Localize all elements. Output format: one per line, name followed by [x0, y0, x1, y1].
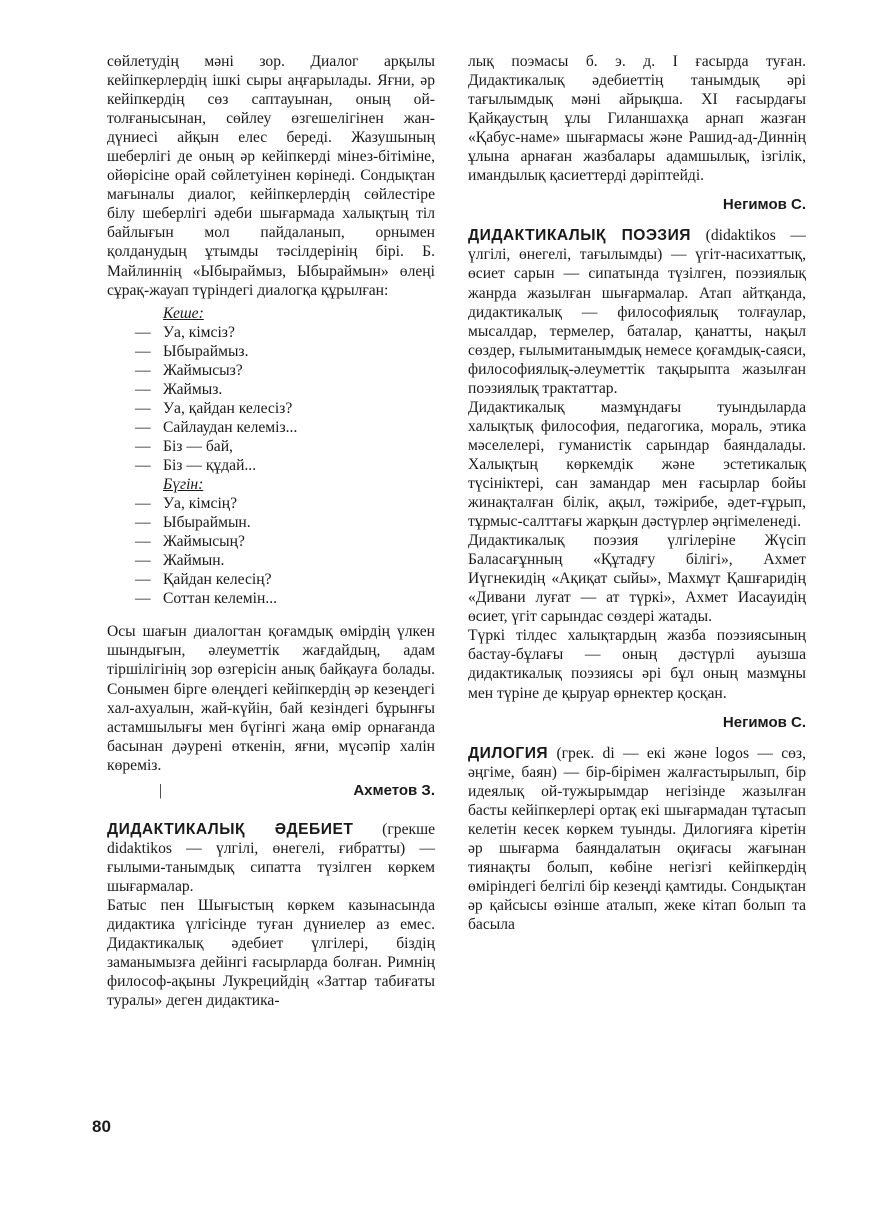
poem-line	[135, 589, 435, 608]
entry-definition: (didaktikos — үлгілі, өнегелі, тағылымды) — үгіт-насихаттық, өсиет сарын — сипатында түзілген, поэзиялық жанрда жазылған шығармалар. Атап айтқанда, дидактикалық — философиялық толғаулар, мысалдар, термелер, баталар, қанатты, нақыл сөздер, ғылымитанымдық немесе қоғамдық-саяси, философиялық-әлеуметтік тақырыпта жазылған поэзиялық трактаттар.	[468, 227, 807, 397]
entry-continuation: лық поэмасы б. э. д. I ғасырда туған. Дидактикалық әдебиеттің танымдық әрі тағылымдық мәні айрықша. XI ғасырдағы Қайқаустың ұлы Гиланшахқа арнап жазған «Қабус-наме» шығармасы және Рашид-ад-Диннің ұлына арнаған жазбалары адамшылық, ізгілік, имандылық қасиеттерді дәріптейді.	[468, 53, 806, 185]
dash: —	[135, 533, 151, 551]
dash: —	[135, 323, 151, 341]
dash: —	[135, 342, 151, 360]
poem-line-text: Жаймысыз?	[163, 361, 243, 379]
poem-excerpt	[135, 304, 435, 609]
page-number: 80	[92, 1117, 111, 1136]
entry-headword: ДИДАКТИКАЛЫҚ ПОЭЗИЯ	[468, 227, 691, 245]
right-column	[468, 52, 806, 934]
poem-line-text: Біз — құдай...	[163, 456, 257, 474]
dialog-entry-conclusion: Осы шағын диалогтан қоғамдық өмірдің үлкен шындығын, әлеуметтік жағдайдың, адам тіршілігінің зор өзгерісін анық байқауға болады. Сонымен бірге өлеңдегі кейіпкердің әр кезеңдегі хал-ахуалын, жай-күйін, бай кезіндегі бұрынғы астамшылығы мен бүгінгі жаңа өмір орнағанда басынан дәуренi өткенін, яғни, мүсәпір халін көреміз.	[107, 623, 435, 774]
entry-dilogy	[468, 744, 806, 934]
poem-line-text: Жаймысың?	[163, 533, 245, 551]
author-signature: Негимов С.	[722, 713, 806, 731]
entry-headword: ДИЛОГИЯ	[468, 744, 549, 762]
dash: —	[135, 514, 151, 532]
dash: —	[135, 495, 151, 513]
poem-line	[135, 342, 435, 361]
poem-line-text: Ыбыраймын.	[163, 514, 251, 532]
poem-line-text: Уа, кімсің?	[163, 495, 238, 513]
poem-line-text: Қайдан келесің?	[163, 571, 272, 589]
poem-line	[135, 323, 435, 342]
author-signature: Негимов С.	[722, 196, 806, 214]
entry-paragraph: Батыс пен Шығыстың көркем казынасында дидактика үлгісінде туған дүниелер аз емес. Дидактикалық әдебиет үлгілері, біздің заманымызға дейінгі ғасырларда болған. Римнің философ-ақыны Лукрецийдің «Заттар табиғаты туралы» деген дидактика-	[107, 896, 435, 1010]
poem-line-text: Сайлаудан келеміз...	[163, 418, 298, 436]
margin-bar: |	[159, 781, 163, 799]
poem-line	[135, 399, 435, 418]
poem-line	[135, 570, 435, 589]
poem-line	[135, 361, 435, 380]
entry-didactic-poetry	[468, 226, 806, 397]
dash: —	[135, 437, 151, 455]
poem-line	[135, 380, 435, 399]
dialog-entry-text: сөйлетудің мәні зор. Диалог арқылы кейіпкерлердің ішкі сыры аңғарылады. Яғни, әр кейіпкердің сөз саптауынан, оның ой-толғанысынан, сөйлеу өзгешелігінен жан-дүниесі айқын елес береді. Жазушының шеберлігі де оның әр кейіпкерді мінез-бітіміне, ойөрісіне орай сөйлетуінен көрінеді. Сондықтан мағыналы диалог, кейіпкерлердің сөйлестіре білу шеберлігі әдеби шығармада халықтың тіл байлығын мол пайдаланып, орнымен қолданудың ұтымды тәсілдерінің бірі. Б. Майлиннің «Ыбыраймыз, Ыбыраймын» өлеңі сұрақ-жауап түріндегі диалогқа құрылған:	[107, 53, 435, 299]
poem-line-text: Уа, кімсіз?	[163, 323, 235, 341]
dash: —	[135, 418, 151, 436]
poem-line	[135, 437, 435, 456]
poem-line-text: Біз — бай,	[163, 437, 233, 455]
entry-paragraph: Дидактикалық мазмұндағы туындыларда халықтық философия, педагогика, мораль, этика мәселелері, гуманистік сарындар баяндалады. Халықтың көркемдік және эстетикалық түсініктері, сан замандар мен ғасырлар бойы жинақталған білік, ақыл, тәжірибе, әдет-ғұрып, тұрмыс-салттағы жарқын дәстүрлер әңгімеленеді.	[468, 398, 806, 531]
poem-line	[135, 551, 435, 570]
poem-heading-yesterday: Кеше:	[163, 304, 204, 322]
entry-didactic-literature	[107, 820, 435, 896]
poem-line-text: Ыбыраймыз.	[163, 342, 249, 360]
entry-definition: (грек. di — екі және logos — сөз, әңгіме, баян) — бір-бірімен жалғастырылып, бір идеялық ой-тужырымдар негізінде жазылған басты кейіпкерлері ортақ екі шығармадан тұтасып келетін кесек көркем туынды. Дилогияға кіретін әр шығарма баяндалатын оқиғасы жағынан тиянақты болып, көбіне негізгі кейіпкердің өміріндегі белгілі бір кезеңді қамтиды. Сондықтан әр қайсысы өзінше аталып, жеке кітап болып та басыла	[468, 744, 806, 934]
entry-headword: ДИДАКТИКАЛЫҚ ӘДЕБИЕТ	[107, 820, 354, 838]
poem-line	[135, 532, 435, 551]
dash: —	[135, 552, 151, 570]
dash: —	[135, 399, 151, 417]
poem-line	[135, 513, 435, 532]
dash: —	[135, 380, 151, 398]
poem-line	[135, 418, 435, 437]
author-signature: Ахметов З.	[353, 781, 435, 799]
poem-line-text: Уа, қайдан келесіз?	[163, 399, 293, 417]
dash: —	[135, 571, 151, 589]
dash: —	[135, 361, 151, 379]
dash: —	[135, 590, 151, 608]
dash: —	[135, 456, 151, 474]
poem-heading-today: Бүгін:	[163, 476, 204, 494]
entry-paragraph: Түркі тілдес халықтардың жазба поэзиясының бастау-бұлағы — оның дәстүрлі ауызша дидактикалық поэзиясы әрі бұл оның мазмұны мен түріне де қыруар өрнектер қосқан.	[468, 627, 806, 702]
author-signature-row	[107, 781, 435, 800]
left-column	[107, 52, 435, 1010]
poem-line-text: Жаймыз.	[163, 380, 223, 398]
entry-paragraph: Дидактикалық поэзия үлгілеріне Жүсіп Баласағұнның «Құтадғу білігі», Ахмет Иүгнекидің «Ақиқат сыйы», Махмұт Қашғаридің «Дивани луғат — ат түркі», Ахмет Иасауидің өсиет, үгіт сарындас сөздері жатады.	[468, 532, 806, 626]
poem-line-text: Соттан келемін...	[163, 590, 278, 608]
poem-line	[135, 494, 435, 513]
poem-line-text: Жаймын.	[163, 552, 225, 570]
poem-line	[135, 456, 435, 475]
entry-definition: (грекше didaktikos — үлгілі, өнегелі, ғибратты) — ғылыми-танымдық сипатта түзілген көркем шығармалар.	[107, 820, 435, 895]
